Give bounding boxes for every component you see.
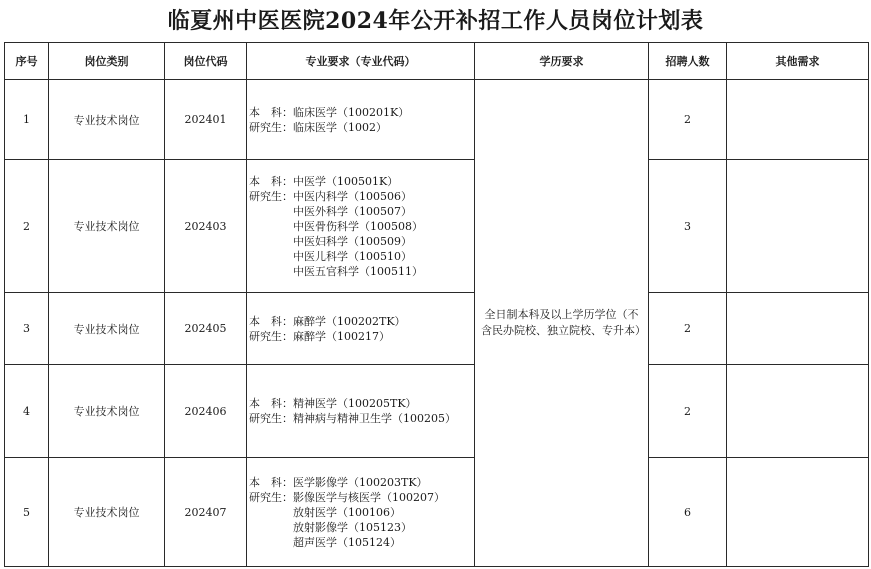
header-count: 招聘人数	[649, 43, 727, 80]
row-code: 202405	[165, 293, 247, 365]
row-other	[727, 80, 869, 160]
row-code: 202406	[165, 365, 247, 458]
header-code: 岗位代码	[165, 43, 247, 80]
row-seq: 4	[5, 365, 49, 458]
header-category: 岗位类别	[49, 43, 165, 80]
row-count: 2	[649, 80, 727, 160]
table-row	[5, 80, 869, 160]
major-line: 中医儿科学（100510）	[249, 249, 412, 263]
row-seq: 5	[5, 458, 49, 567]
position-plan-table	[4, 42, 869, 567]
row-count: 2	[649, 293, 727, 365]
major-line: 中医五官科学（100511）	[249, 264, 423, 278]
row-category: 专业技术岗位	[49, 365, 165, 458]
row-majors	[247, 365, 475, 458]
row-majors	[247, 458, 475, 567]
major-line: 放射影像学（105123）	[249, 520, 412, 534]
major-line: 本 科：医学影像学（100203TK）	[249, 475, 428, 489]
row-category: 专业技术岗位	[49, 458, 165, 567]
header-education: 学历要求	[475, 43, 649, 80]
row-other	[727, 458, 869, 567]
major-line: 研究生：精神病与精神卫生学（100205）	[249, 412, 456, 425]
major-line: 本 科：中医学（100501K）	[249, 174, 399, 188]
row-code: 202407	[165, 458, 247, 567]
row-other	[727, 160, 869, 293]
education-requirement: 全日制本科及以上学历学位（不含民办院校、独立院校、专升本）	[475, 80, 649, 567]
row-majors	[247, 160, 475, 293]
row-category: 专业技术岗位	[49, 293, 165, 365]
row-seq: 3	[5, 293, 49, 365]
row-category: 专业技术岗位	[49, 80, 165, 160]
row-count: 6	[649, 458, 727, 567]
major-line: 本 科：麻醉学（100202TK）	[249, 314, 406, 328]
major-line: 研究生：麻醉学（100217）	[249, 329, 390, 343]
row-category: 专业技术岗位	[49, 160, 165, 293]
major-line: 超声医学（105124）	[249, 535, 401, 549]
table-header-row	[5, 43, 869, 80]
header-major: 专业要求（专业代码）	[247, 43, 475, 80]
row-count: 2	[649, 365, 727, 458]
row-count: 3	[649, 160, 727, 293]
row-seq: 1	[5, 80, 49, 160]
row-other	[727, 365, 869, 458]
major-line: 研究生：临床医学（1002）	[249, 120, 387, 134]
header-other: 其他需求	[727, 43, 869, 80]
page-title: 临夏州中医医院2024年公开补招工作人员岗位计划表	[167, 8, 704, 34]
major-line: 本 科：临床医学（100201K）	[249, 105, 410, 119]
major-line: 放射医学（100106）	[249, 505, 401, 519]
major-line: 中医外科学（100507）	[249, 204, 412, 218]
table-row	[5, 365, 869, 458]
major-line: 研究生：影像医学与核医学（100207）	[249, 490, 445, 504]
row-seq: 2	[5, 160, 49, 293]
table-row	[5, 458, 869, 567]
row-code: 202403	[165, 160, 247, 293]
row-other	[727, 293, 869, 365]
row-majors	[247, 293, 475, 365]
table-row	[5, 293, 869, 365]
header-seq: 序号	[5, 43, 49, 80]
table-row	[5, 160, 869, 293]
row-code: 202401	[165, 80, 247, 160]
major-line: 中医妇科学（100509）	[249, 234, 412, 248]
major-line: 本 科：精神医学（100205TK）	[249, 397, 417, 410]
major-line: 研究生：中医内科学（100506）	[249, 189, 412, 203]
major-line: 中医骨伤科学（100508）	[249, 219, 423, 233]
row-majors	[247, 80, 475, 160]
